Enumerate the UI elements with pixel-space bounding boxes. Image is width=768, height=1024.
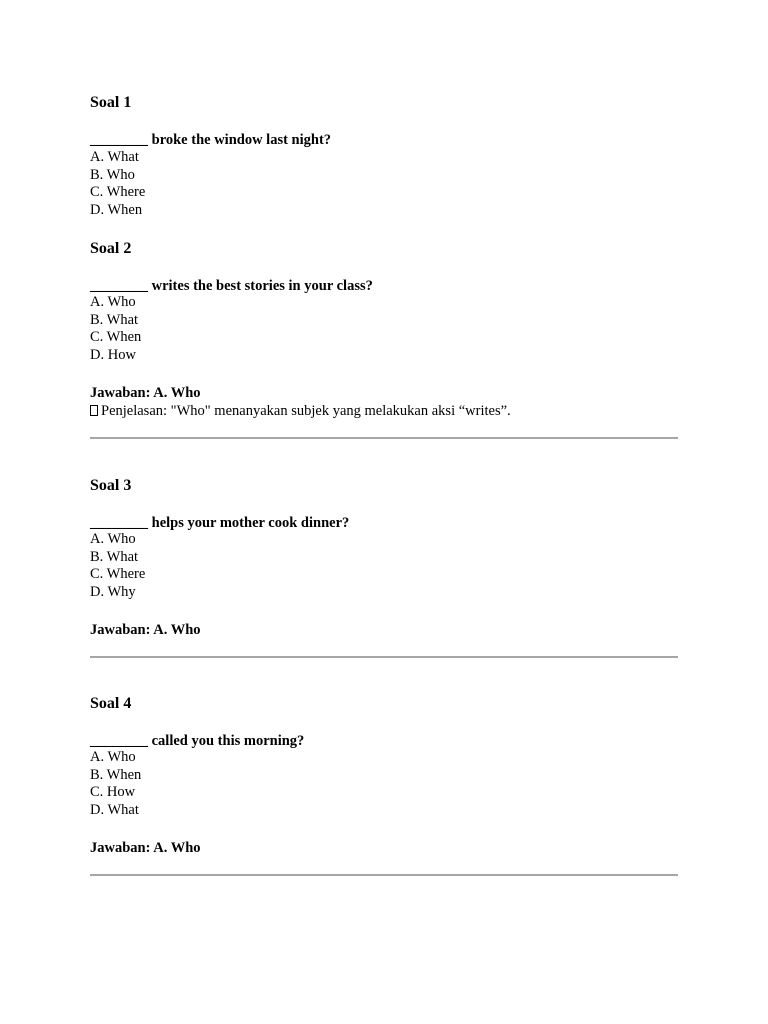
option-c: C. When — [90, 329, 142, 346]
answer-blank: ________ — [90, 278, 148, 294]
missing-glyph-icon — [90, 405, 98, 416]
option-b: B. When — [90, 766, 142, 783]
option-c: C. Where — [90, 184, 146, 201]
answer-key: Jawaban: A. Who — [90, 840, 201, 856]
option-list — [90, 531, 145, 602]
answer-blank: ________ — [90, 132, 148, 148]
option-b: B. What — [90, 311, 139, 328]
explanation-text: Penjelasan: "Who" menanyakan subjek yang melakukan aksi “writes”. — [101, 403, 511, 419]
question-stem: broke the window last night? — [148, 132, 332, 148]
section-divider — [90, 437, 678, 439]
question-text — [90, 131, 331, 149]
option-c: C. How — [90, 784, 136, 801]
question-title: Soal 2 — [90, 240, 132, 257]
option-d: D. What — [90, 802, 139, 819]
question-text — [90, 277, 373, 295]
answer-blank: ________ — [90, 515, 148, 531]
option-list — [90, 749, 141, 820]
answer-blank: ________ — [90, 733, 148, 749]
question-text — [90, 514, 349, 532]
option-b: B. Who — [90, 166, 135, 183]
section-divider — [90, 656, 678, 658]
question-title: Soal 1 — [90, 94, 132, 111]
option-list — [90, 149, 145, 220]
option-d: D. Why — [90, 584, 136, 601]
option-a: A. Who — [90, 531, 136, 547]
question-title: Soal 3 — [90, 477, 132, 494]
answer-key: Jawaban: A. Who — [90, 622, 201, 638]
option-b: B. What — [90, 548, 139, 565]
option-d: D. How — [90, 347, 136, 364]
option-d: D. When — [90, 202, 143, 219]
option-a: A. Who — [90, 749, 136, 765]
section-divider — [90, 874, 678, 876]
question-text — [90, 732, 304, 750]
question-stem: writes the best stories in your class? — [148, 278, 373, 294]
option-a: A. What — [90, 149, 139, 165]
answer-key: Jawaban: A. Who — [90, 385, 201, 401]
question-stem: helps your mother cook dinner? — [148, 515, 350, 531]
option-a: A. Who — [90, 294, 136, 310]
option-list — [90, 294, 141, 365]
question-title: Soal 4 — [90, 695, 132, 712]
explanation — [90, 402, 511, 420]
option-c: C. Where — [90, 566, 146, 583]
question-stem: called you this morning? — [148, 733, 305, 749]
